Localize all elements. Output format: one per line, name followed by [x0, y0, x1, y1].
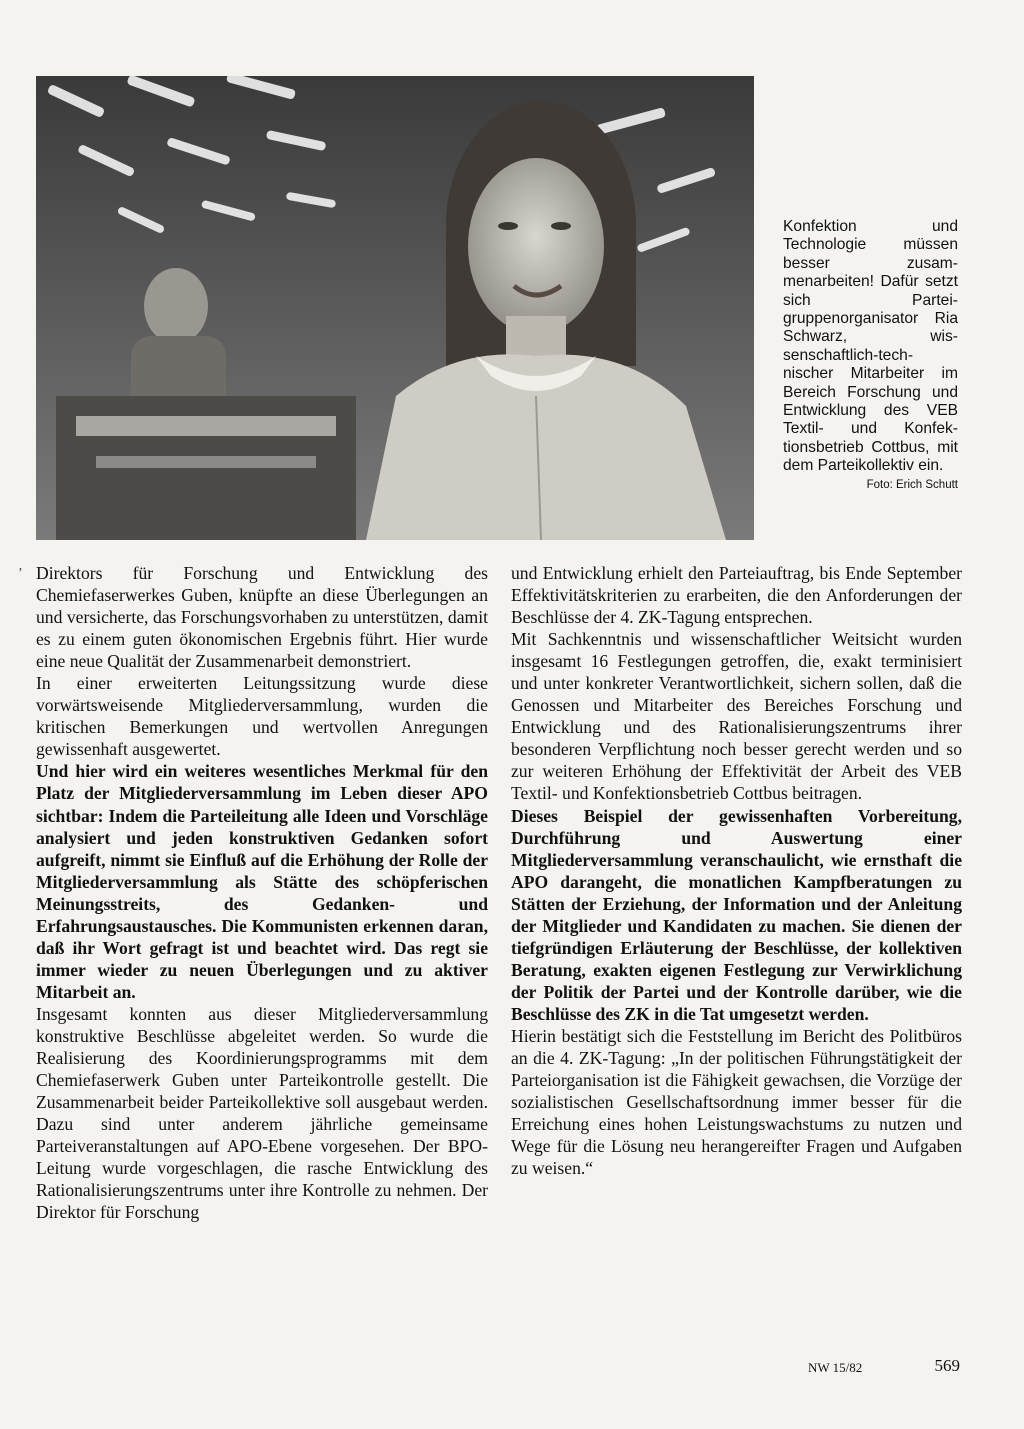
right-paragraph-1: und Entwicklung erhielt den Parteiauftrag, bis Ende September Effektivitätskriterien zu erarbeiten, die den Anforderungen der Beschlüsse der 4. ZK-Tagung entsprechen. [511, 563, 962, 628]
issue-number: NW 15/82 [808, 1360, 863, 1375]
page-number: 569 [934, 1356, 960, 1375]
right-paragraph-3-bold: Dieses Beispiel der gewissenhaften Vorbereitung, Durchführung und Auswertung einer Mitgliederversammlung veranschaulicht, wie ernsthaft die APO darangeht, die monatlichen Kampfberatungen zu Stätten der Erziehung, der Information und der Anleitung der Mitglieder und Kandidaten zu machen. Sie dienen der tiefgründigen Erläuterung der Beschlüsse, der kollektiven Beratung, exakten eigenen Festlegung zur Verwirklichung der Politik der Partei und der Kontrolle darüber, wie die Beschlüsse des ZK in die Tat umgesetzt werden. [511, 805, 962, 1024]
caption-text: Konfektion und Technologie müssen besser zusammenarbeiten! Dafür setzt sich Parteigruppenorganisator Ria Schwarz, wissenschaftlich-technischer Mitarbeiter im Bereich Forschung und Entwicklung des VEB Textil- und Konfektionsbetrieb Cottbus, mit dem Parteikollektiv ein. [783, 218, 958, 475]
portrait-photo-icon [36, 76, 754, 540]
portrait-photo [36, 76, 754, 540]
left-paragraph-3-bold: Und hier wird ein weiteres wesentliches Merkmal für den Platz der Mitgliederversammlung im Leben dieser APO sichtbar: Indem die Parteileitung alle Ideen und Vorschläge analysiert und jeden konstruktiven Gedanken sofort aufgreift, nimmt sie Einfluß auf die Erhöhung der Rolle der Mitgliederversammlung als Stätte des schöpferischen Meinungsstreits, des Gedanken- und Erfahrungsaustausches. Die Kommunisten erkennen daran, daß ihr Wort gefragt ist und beachtet wird. Das regt sie immer wieder zu neuen Überlegungen und zu aktiver Mitarbeit an. [36, 761, 488, 1002]
photo-caption [783, 218, 958, 493]
margin-mark: ’ [18, 566, 23, 581]
page-footer [760, 1356, 960, 1382]
right-column [511, 562, 962, 1179]
left-paragraph-1: Direktors für Forschung und Entwicklung des Chemiefaserwerkes Guben, knüpfte an diese Überlegungen an und versicherte, das Forschungsvorhaben zu unterstützen, damit es zu einem guten ökonomischen Ergebnis führt. Hier wurde eine neue Qualität der Zusammenarbeit demonstriert. [36, 563, 488, 672]
left-paragraph-4: Insgesamt konnten aus dieser Mitgliederversammlung konstruktive Beschlüsse abgeleitet werden. So wurde die Realisierung des Koordinierungsprogramms mit dem Chemiefaserwerk Guben unter Parteikontrolle gestellt. Die Zusammenarbeit beider Parteikollektive soll ausgebaut werden. Dazu sind unter anderem jährliche gemeinsame Parteiveranstaltungen auf APO-Ebene vorgesehen. Der BPO-Leitung wurde vorgeschlagen, die rasche Entwicklung des Rationalisierungszentrums unter ihre Kontrolle zu nehmen. Der Direktor für Forschung [36, 1003, 488, 1223]
right-paragraph-2: Mit Sachkenntnis und wissenschaftlicher Weitsicht wurden insgesamt 16 Festlegungen getroffen, die, exakt terminisiert und unter konkreter Verantwortlichkeit, sichern sollen, daß die Genossen und Mitarbeiter des Bereiches Forschung und Entwicklung und des Rationalisierungszentrums ihrer besonderen Verpflichtung noch besser gerecht werden und so zur weiteren Erhöhung der Effektivität der Arbeit des VEB Textil- und Konfektionsbetrieb Cottbus beitragen. [511, 629, 962, 804]
right-paragraph-4: Hierin bestätigt sich die Feststellung im Bericht des Politbüros an die 4. ZK-Tagung: „In der politischen Führungstätigkeit der Parteiorganisation ist die Fähigkeit gewachsen, die Vorzüge der sozialistischen Gesellschaftsordnung immer besser für die Erreichung eines hohen Leistungswachstums zu nutzen und Wege für die Lösung neu herangereifter Fragen und Aufgaben zu weisen.“ [511, 1025, 962, 1179]
left-column [36, 562, 488, 1223]
photo-credit: Foto: Erich Schutt [866, 478, 958, 491]
left-paragraph-2: In einer erweiterten Leitungssitzung wurde diese vorwärtsweisende Mitgliederversammlung, wurden die kritischen Bemerkungen und wertvollen Anregungen gewissenhaft ausgewertet. [36, 673, 488, 760]
